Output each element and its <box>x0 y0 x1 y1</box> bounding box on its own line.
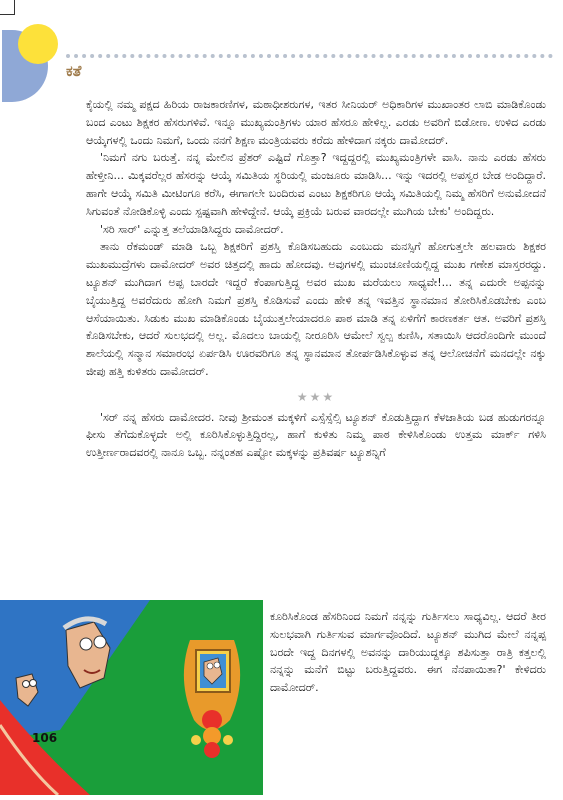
section-separator: ★★★ <box>296 389 336 404</box>
framed-portrait-icon <box>184 640 240 758</box>
wrapped-paragraph: ಕೂರಿಸಿಕೊಂಡ ಹೆಸರಿನಿಂದ ನಿಮಗೆ ನನ್ನನ್ನು ಗುರ್ತಿಸಲು ಸಾಧ್ಯವಿಲ್ಲ. ಆದರೆ ತೀರ ಸುಲಭವಾಗಿ ಗುರ್ತಿಸುವ ಮಾರ್ಗವೊಂದಿದೆ. ಟ್ಯೂಶನ್ ಮುಗಿದ ಮೇಲೆ ನನ್ನಪ್ಪ ಬರದೇ ಇದ್ದ ದಿನಗಳಲ್ಲಿ ಅವನನ್ನು ದಾರಿಯುದ್ದಕ್ಕೂ ಶಪಿಸುತ್ತಾ ರಾತ್ರಿ ಕತ್ತಲಲ್ಲಿ ನನ್ನನ್ನು ಮನೆಗೆ ಬಿಟ್ಟು ಬರುತ್ತಿದ್ದವರು. ಈಗ ನೆನಪಾಯಿತಾ?' ಕೇಳಿದರು ದಾಮೋದರ್. <box>270 610 546 695</box>
paragraph: 'ಸರ್ ನನ್ನ ಹೆಸರು ದಾಮೋದರ. ನೀವು ಶ್ರೀಮಂತ ಮಕ್ಕಳಿಗೆ ಎಸ್ಸೆಸ್ಸೆಲ್ಸಿ ಟ್ಯೂಶನ್ ಕೊಡುತ್ತಿದ್ದಾಗ ಕೆಳಜಾತಿಯ ಬಡ ಹುಡುಗರನ್ನೂ ಫೀಸು ತೆಗೆದುಕೊಳ್ಳದೇ ಅಲ್ಲಿ ಕೂರಿಸಿಕೊಳ್ಳುತ್ತಿದ್ದಿರಲ್ಲ, ಹಾಗೆ ಕುಳಿತು ನಿಮ್ಮ ಪಾಠ ಕೇಳಿಸಿಕೊಂಡು ಉತ್ತಮ ಮಾರ್ಕ್ ಗಳಿಸಿ ಉತ್ತೀರ್ಣರಾದವರಲ್ಲಿ ನಾನೂ ಒಬ್ಬ. ನನ್ನಂತಹ ಎಷ್ಟೋ ಮಕ್ಕಳನ್ನು ಪ್ರತಿವರ್ಷ ಟ್ಯೂಶನ್ನಿಗೆ <box>86 410 546 460</box>
paragraph: ಕೈಯಲ್ಲಿ ನಮ್ಮ ಪಕ್ಷದ ಹಿರಿಯ ರಾಜಕಾರಣಿಗಳ, ಮಠಾಧೀಶರುಗಳ, ಇತರ ಸೀನಿಯರ್ ಅಧಿಕಾರಿಗಳ ಮುಖಾಂತರ ಲಾಬಿ ಮಾಡಿಕೊಂಡು ಬಂದ ಎಂಟು ಶಿಕ್ಷಕರ ಹೆಸರುಗಳಿವೆ. ಇನ್ನೂ ಮುಖ್ಯಮಂತ್ರಿಗಳು ಯಾರ ಹೆಸರೂ ಹೇಳಿಲ್ಲ. ಎರಡು ಅವರಿಗೆ ಬಿಡೋಣ. ಉಳಿದ ಎರಡು ಆಯ್ಕೆಗಳಲ್ಲಿ ಒಂದು ನಿಮಗೆ, ಒಂದು ನನಗೆ ಶಿಕ್ಷಣ ಮಂತ್ರಿಯವರು ಕರೆದು ಹೇಳಿದಾಗ ನಕ್ಕರು ದಾಮೋದರ್. <box>86 98 546 147</box>
dotted-divider <box>66 54 553 62</box>
portrait-illustration <box>0 600 263 795</box>
story-body <box>86 96 546 462</box>
page-number: 106 <box>32 731 58 745</box>
section-title: ಕತೆ <box>66 62 82 80</box>
paragraph: ತಾನು ರೆಕಮಂಡ್ ಮಾಡಿ ಒಬ್ಬ ಶಿಕ್ಷಕರಿಗೆ ಪ್ರಶಸ್ತಿ ಕೊಡಿಸಬಹುದು ಎಂಬುದು ಮನಸ್ಸಿಗೆ ಹೋಗುತ್ತಲೇ ಹಲವಾರು ಶಿಕ್ಷಕರ ಮುಖಮುದ್ರೆಗಳು ದಾಮೋದರ್ ಅವರ ಚಿತ್ತದಲ್ಲಿ ಹಾದು ಹೋದವು. ಅವುಗಳಲ್ಲಿ ಮುಂಚೂಣಿಯಲ್ಲಿದ್ದ ಮುಖ ಗಣೇಶ ಮಾಸ್ತರರದ್ದು. ಟ್ಯೂಶನ್ ಮುಗಿದಾಗ ಅಪ್ಪ ಬಾರದೇ ಇದ್ದರೆ ಕೆಂಪಾಗುತ್ತಿದ್ದ ಅವರ ಮುಖ ಮರೆಯಲು ಸಾಧ್ಯವೇ!... ತನ್ನ ಎದುರೇ ಅಪ್ಪನನ್ನು ಬೈಯುತ್ತಿದ್ದ ಅವರೆದುರು ಹೋಗಿ ನಿಮಗೆ ಪ್ರಶಸ್ತಿ ಕೊಡಿಸುವೆ ಎಂದು ಹೇಳಿ ತನ್ನ ಇವತ್ತಿನ ಸ್ಥಾನಮಾನ ತೋರಿಸಿಕೊಡಬೇಕು ಎಂಬ ಆಸೆಯಾಯಿತು. ಸಿಡುಕು ಮುಖ ಮಾಡಿಕೊಂಡು ಬೈಯುತ್ತಲೇಯಾದರೂ ಪಾಠ ಮಾಡಿ ತನ್ನ ಏಳಿಗೆಗೆ ಕಾರಣಕರ್ತ ಆತ. ಅವರಿಗೆ ಪ್ರಶಸ್ತಿ ಕೊಡಿಸಬೇಕು, ಆದರೆ ಸುಲಭದಲ್ಲಿ ಅಲ್ಲ. ಮೊದಲು ಬಾಯಲ್ಲಿ ನೀರೂರಿಸಿ ಆಮೇಲೆ ಸ್ವಲ್ಪ ಕುಣಿಸಿ, ಸತಾಯಿಸಿ ಆದರೊಂದಿಗೇ ಮುಂದೆ ಶಾಲೆಯಲ್ಲಿ ಸನ್ಮಾನ ಸಮಾರಂಭ ಏರ್ಪಡಿಸಿ ಊರವರಿಗೂ ತನ್ನ ಸ್ಥಾನಮಾನ ತೋರ್ಪಡಿಸಿಕೊಳ್ಳುವ ತನ್ನ ಆಲೋಚನೆಗೆ ಮನದಲ್ಲೇ ನಕ್ಕು ಜೀಪು ಹತ್ತಿ ಕುಳಿತರು ದಾಮೋದರ್. <box>86 240 546 378</box>
yellow-circle-decoration <box>18 24 58 64</box>
crop-mark <box>0 0 15 15</box>
paragraph: 'ಸರಿ ಸಾರ್' ಎನ್ನುತ್ತ ತಲೆಯಾಡಿಸಿದ್ದರು ದಾಮೋದರ್. <box>100 222 284 236</box>
paragraph: 'ನಿಮಗೆ ನಗು ಬರುತ್ತೆ. ನನ್ನ ಮೇಲಿನ ಪ್ರೆಶರ್ ಎಷ್ಟಿದೆ ಗೊತ್ತಾ? ಇದ್ದದ್ದರಲ್ಲಿ ಮುಖ್ಯಮಂತ್ರಿಗಳೇ ವಾಸಿ. ನಾನು ಎರಡು ಹೆಸರು ಹೇಳ್ತೀನಿ... ಮಿಕ್ಕವರೆಲ್ಲರ ಹೆಸರನ್ನು ಆಯ್ಕೆ ಸಮಿತಿಯ ಸ್ಥರಿಯಲ್ಲಿ ಮಂಜೂರು ಮಾಡಿಸಿ... ಇನ್ನು ಇದರಲ್ಲಿ ಅಪಸ್ವರ ಬೇಡ ಅಂದಿದ್ದಾರೆ. ಹಾಗೇ ಆಯ್ಕೆ ಸಮಿತಿ ಮೀಟಿಂಗೂ ಕರೆಸಿ, ಈಗಾಗಲೇ ಬಂದಿರುವ ಎಂಟು ಶಿಕ್ಷಕರಿಗೂ ಆಯ್ಕೆ ಸಮಿತಿಯಲ್ಲಿ ನಿಮ್ಮ ಹೆಸರಿಗೆ ಅನುಮೋದನೆ ಸಿಗುವಂತೆ ನೋಡಿಕೊಳ್ಳಿ ಎಂದು ಸ್ಪಷ್ಟವಾಗಿ ಹೇಳಿದ್ದೇನೆ. ಆಯ್ಕೆ ಪ್ರಕ್ರಿಯೆ ಬರುವ ವಾರದಲ್ಲೇ ಮುಗಿಯ ಬೇಕು' ಅಂದಿದ್ದರು. <box>86 151 546 218</box>
